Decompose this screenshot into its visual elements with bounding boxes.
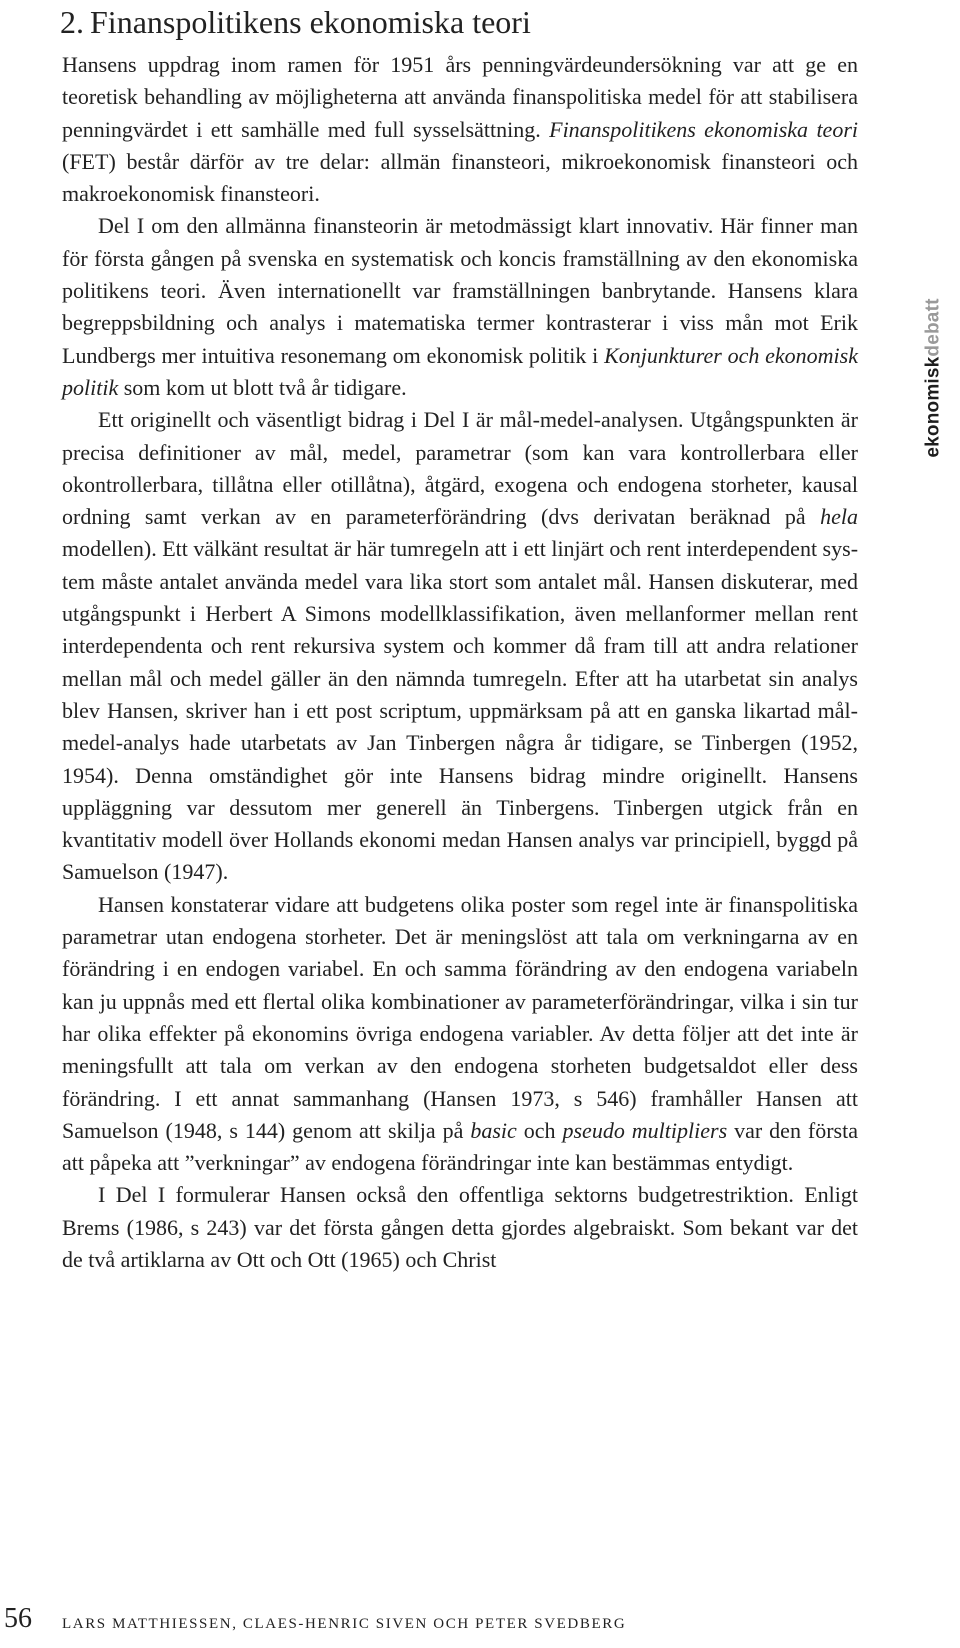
author-line: LARS MATTHIESSEN, CLAES-HENRIC SIVEN OCH PETER SVEDBERG	[62, 1616, 627, 1632]
text-run: modellen). Ett välkänt resultat är här tumregeln att i ett linjärt och rent interdependent system måste antalet använda medel vara lika stort som antalet mål. Hansen diskuterar, med utgångspunkt i Herbert A Simons modellklassifikation, även mellanformer mellan rent interdependenta och rent rekursiva system och kommer då fram till att andra relationer mellan mål och medel gäller än den nämnda tumregeln. Efter att ha utarbetat sin analys blev Hansen, skriver han i ett post scriptum, uppmärksam på att en ganska likartad målmedel-analys hade utarbetats av Jan Tinbergen några år tidigare, se Tinbergen (1952, 1954). Denna omständighet gör inte Hansens bidrag mindre originellt. Hansens uppläggning var dessutom mer generell än Tinbergens. Tinbergen utgick från en kvantitativ modell över Hollands ekonomi medan Hansen analys var principiell, byggd på Samuelson (1947).	[62, 536, 859, 885]
side-label-part1: ekonomisk	[923, 356, 945, 458]
italic-text: pseudo multipliers	[562, 1117, 728, 1143]
paragraph	[62, 1179, 858, 1276]
italic-text: Finanspolitikens ekonomiska teori	[549, 116, 858, 142]
italic-text: basic	[470, 1117, 517, 1143]
section-title: Finanspolitikens ekonomiska teori	[90, 4, 531, 40]
paragraph	[62, 49, 858, 210]
section-number: 2.	[60, 4, 84, 40]
text-run: som kom ut blott två år tidigare.	[118, 374, 407, 400]
text-run: (FET) består därför av tre delar: allmän finansteori, mikroekonomisk finansteori och makroekonomisk finansteori.	[62, 148, 858, 207]
page-number: 56	[4, 1603, 32, 1634]
text-run: I Del I formulerar Hansen också den offentliga sektorns budgetrestriktion. Enligt Brems (1986, s 243) var det första gången detta gjordes algebraiskt. Som bekant var det de två artiklarna av Ott och Ott (1965) och Christ	[62, 1182, 858, 1272]
journal-side-label	[916, 278, 952, 478]
paragraph	[62, 404, 858, 888]
paragraph	[62, 210, 858, 404]
italic-text: hela	[820, 504, 858, 530]
text-run: Hansen konstaterar vidare att budgetens olika poster som regel inte är finanspolitiska parametrar utan endogena storheter. Det är meningslöst att tala om verkningarna av en förändring i en endogen variabel. En och samma förändring av den endogena variabeln kan ju uppnås med ett flertal olika kombinationer av parameterförändringar, vilka i sin tur har olika effekter på ekonomins övriga endogena variabler. Av detta följer att det inte är meningsfullt att tala om verkan av den endogena storheten budgetsaldot eller dess förändring. I ett annat sammanhang (Hansen 1973, s 546) framhåller Hansen att Samuelson (1948, s 144) genom att skilja på	[62, 891, 858, 1143]
section-heading	[60, 2, 531, 42]
text-run: Ett originellt och väsentligt bidrag i Del I är mål-medel-analysen. Utgångspunkten är precisa definitioner av mål, medel, parametrar (som kan vara kontrollerbara eller okontrollerbara, tillåtna eller otillåtna), åtgärd, exogena och endogena storheter, kausal ordning samt verkan av en parameterförändring (dvs derivatan beräknad på	[62, 407, 858, 530]
text-run: Hansens uppdrag inom ramen för 1951 års penningvärdeundersökning var att ge en teoretisk behandling av möjligheterna att använda finanspolitiska medel för att stabilisera penningvärdet i ett samhälle med full sysselsättning.	[62, 52, 858, 142]
text-run: och	[516, 1117, 563, 1143]
italic-text: Konjunkturer och ekonomisk politik	[62, 342, 858, 400]
body-text	[62, 49, 858, 1276]
text-run: var den första att påpeka att ”verkningar” av endogena förändringar inte kan bestämmas entydigt.	[62, 1117, 858, 1176]
text-run: Del I om den allmänna finansteorin är metodmässigt klart innovativ. Här finner man för första gången på svenska en systematisk och koncis framställning av den ekonomiska politikens teori. Även internationellt var framställningen banbrytande. Hansens klara begreppsbildning och analys i matematiska termer kontrasterar i viss mån mot Erik Lundbergs mer intuitiva resonemang om ekonomisk politik i	[62, 213, 858, 368]
side-label-part2: debatt	[923, 298, 945, 357]
paragraph	[62, 889, 858, 1180]
